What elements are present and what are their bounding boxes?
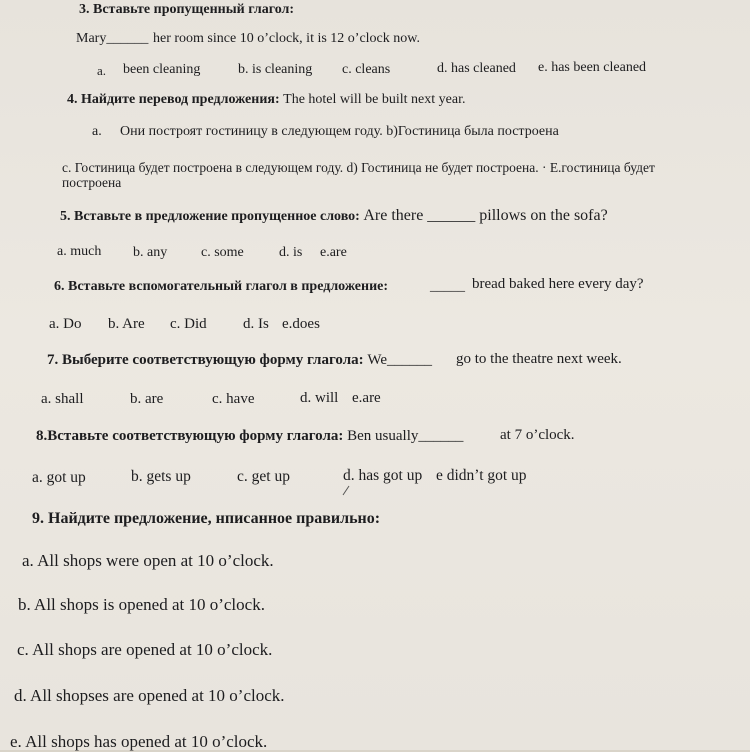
- q3-option-a: been cleaning: [123, 62, 201, 77]
- q5-option-c: c. some: [201, 245, 244, 260]
- q3-sentence-end: her room since 10 o’clock, it is 12 o’clock now.: [153, 31, 420, 46]
- q9-header: 9. Найдите предложение, нписанное правильно:: [32, 510, 381, 527]
- q5-option-e: e.are: [320, 245, 347, 260]
- q3-option-d: d. has cleaned: [437, 61, 516, 76]
- q3-option-c: c. cleans: [342, 62, 391, 77]
- q3-header: 3. Вставьте пропущенный глагол:: [79, 2, 295, 17]
- q3-option-e: e. has been cleaned: [538, 60, 647, 75]
- pencil-mark: [341, 484, 351, 496]
- q4-header: 4. Найдите перевод предложения: The hotel will be built next year.: [67, 92, 466, 107]
- q8-option-d: d. has got up: [343, 467, 423, 484]
- q6-option-c: c. Did: [170, 316, 207, 332]
- q8-option-e: e didn’t got up: [436, 467, 527, 484]
- q8-option-b: b. gets up: [131, 468, 191, 485]
- q7-option-a: a. shall: [41, 391, 84, 407]
- q9-option-c: c. All shops are opened at 10 o’clock.: [17, 640, 273, 659]
- q9-option-d: d. All shopses are opened at 10 o’clock.: [14, 686, 285, 705]
- q6-option-a: a. Do: [49, 316, 82, 332]
- q9-option-b: b. All shops is opened at 10 o’clock.: [18, 595, 265, 614]
- q6-option-d: d. Is: [243, 316, 269, 332]
- q7-option-b: b. are: [130, 391, 164, 407]
- q5-option-b: b. any: [133, 245, 168, 260]
- q5-option-d: d. is: [279, 245, 303, 260]
- q3-option-b: b. is cleaning: [238, 62, 313, 77]
- q4-options-line: c. Гостиница будет построена в следующем году. d) Гостиница не будет построена. · E.гостиница будет: [62, 160, 655, 175]
- q9-option-e: e. All shops has opened at 10 o’clock.: [10, 732, 268, 751]
- q8-option-a: a. got up: [32, 469, 86, 486]
- q7-prompt-end: go to the theatre next week.: [456, 351, 622, 367]
- q7-header: 7. Выберите соответствующую форму глагола: We______: [47, 352, 432, 368]
- q4-option-a: Они построят гостиницу в следующем году. b)Гостиница была построена: [120, 124, 559, 139]
- q6-prompt: bread baked here every day?: [472, 276, 644, 292]
- q4-options-line-cont: построена: [62, 175, 122, 190]
- q8-prompt-end: at 7 o’clock.: [500, 427, 575, 443]
- q8-header: 8.Вставьте соответствующую форму глагола: Ben usually______: [36, 428, 464, 444]
- q7-option-c: c. have: [212, 391, 255, 407]
- q8-prompt-start: Ben usually______: [347, 428, 464, 444]
- q7-option-d: d. will: [300, 390, 339, 406]
- q5-header: 5. Вставьте в предложение пропущенное слово: Are there ______ pillows on the sofa?: [60, 207, 608, 224]
- q9-option-a: a. All shops were open at 10 o’clock.: [22, 551, 274, 570]
- q5-option-a: a. much: [57, 244, 102, 259]
- q7-prompt-start: We______: [367, 352, 432, 368]
- q3-option-letter-a: a.: [97, 63, 107, 78]
- q5-prompt: Are there ______ pillows on the sofa?: [363, 207, 608, 224]
- q6-option-b: b. Are: [108, 316, 145, 332]
- q6-header: 6. Вставьте вспомогательный глагол в предложение:: [54, 279, 389, 294]
- q4-option-letter-a: a.: [92, 124, 102, 139]
- q8-option-c: c. get up: [237, 468, 290, 485]
- q6-option-e: e.does: [282, 316, 320, 332]
- q4-prompt: The hotel will be built next year.: [283, 92, 466, 107]
- q7-option-e: e.are: [352, 390, 381, 406]
- q3-sentence-start: Mary______: [76, 31, 149, 46]
- q6-blank: _____: [430, 279, 465, 294]
